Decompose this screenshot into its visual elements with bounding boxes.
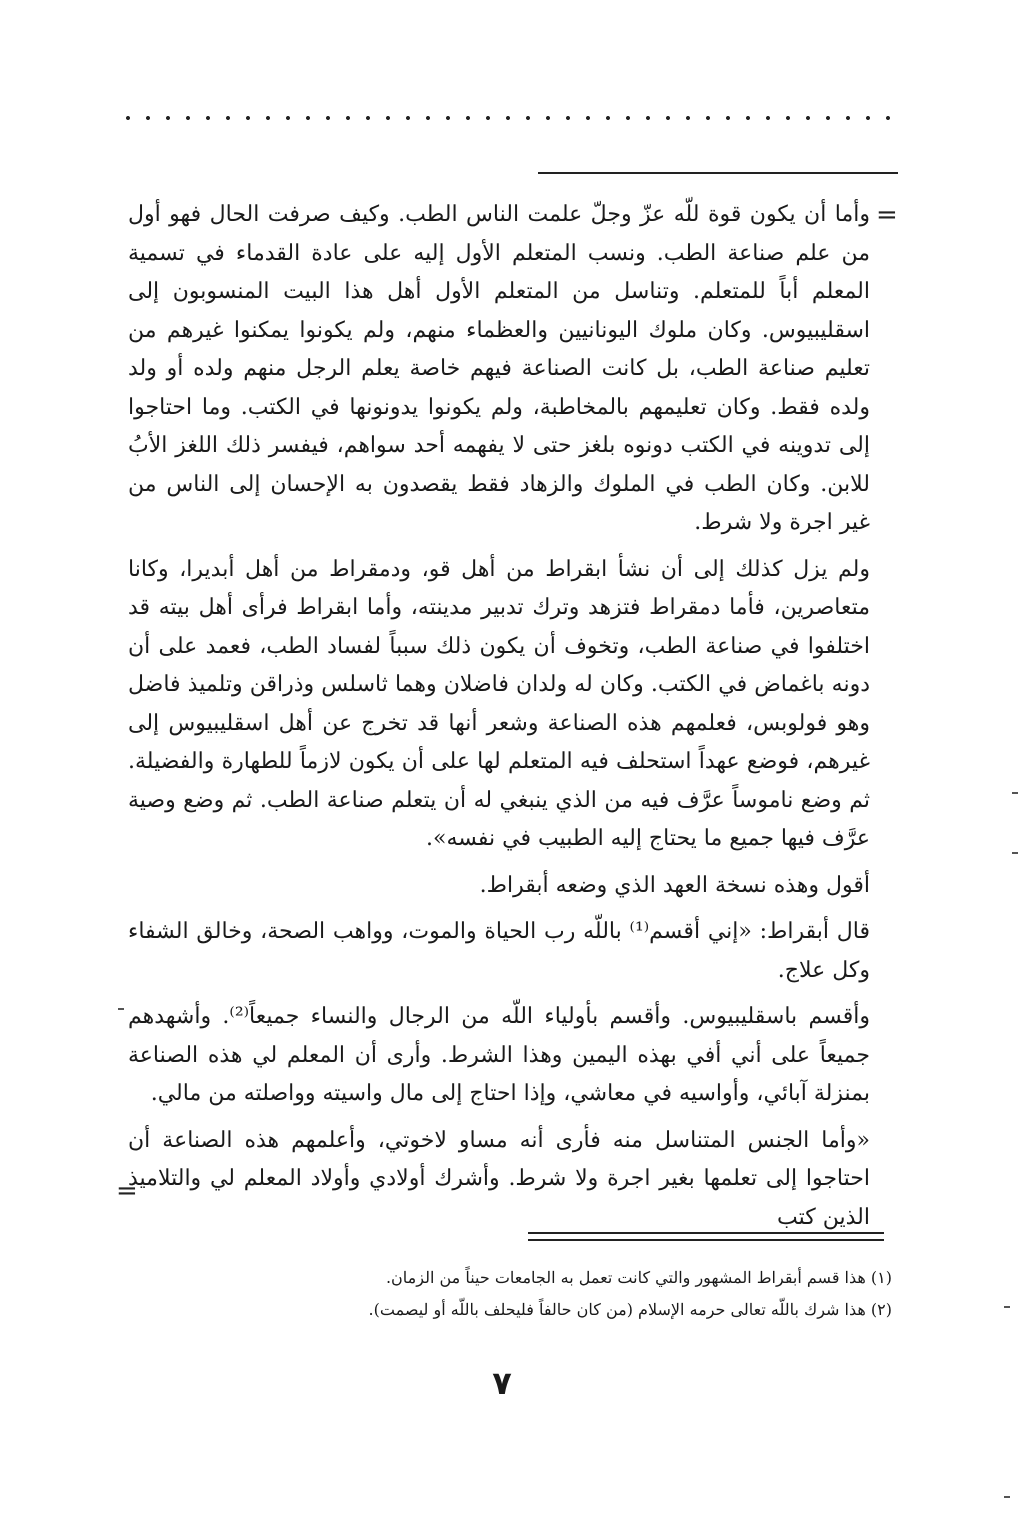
paragraph-3: أقول وهذه نسخة العهد الذي وضعه أبقراط. (479, 872, 870, 898)
scan-edge-mark (1012, 792, 1018, 794)
scan-edge-mark (1004, 1306, 1010, 1308)
continuation-end-mark: = (116, 1176, 138, 1206)
paragraph-2: ولم يزل كذلك إلى أن نشأ ابقراط من أهل قو، ودمقراط من أهل أبديرا، وكانا متعاصرين، فأما دمقراط فتزهد وترك تدبير مدينته، وأما ابقراط فرأى أهل بيته قد اختلفوا في صناعة الطب، وتخوف أن يكون ذلك سبباً لفساد الطب، فعمد على أن دونه باغماض في الكتب. وكان له ولدان فاضلان وهما ثاسلس وذراقن وتلميذ فاضل وهو فولوبس، فعلمهم هذه الصناعة وشعر أنها قد تخرج عن أهل اسقليبيوس إلى غيرهم، فوضع عهداً استحلف فيه المتعلم لها على أن يكون لازماً للطهارة والفضيلة. ثم وضع ناموساً عرَّف فيه من الذي ينبغي له أن يتعلم صناعة الطب. ثم وضع وصية عرَّف فيها جميع ما يحتاج إليه الطبيب في نفسه». (128, 556, 870, 851)
scan-edge-mark (1004, 1496, 1010, 1498)
footnote-rule-lower (528, 1239, 884, 1241)
top-rule (538, 172, 898, 174)
footnotes (300, 1262, 892, 1326)
main-text (128, 196, 870, 1245)
dotted-header-rule (118, 112, 898, 124)
paragraph-5: وأقسم باسقليبيوس. وأقسم بأولياء اللّه من الرجال والنساء جميعاً⁽²⁾. وأشهدهم جميعاً على أني أفي بهذه اليمين وهذا الشرط. وأرى أن المعلم لي هذه الصناعة بمنزلة آبائي، وأواسيه في معاشي، وإذا احتاج إلى مال واسيته وواصلته من مالي. (128, 1004, 870, 1106)
footnote-2: (٢) هذا شرك باللّه تعالى حرمه الإسلام (من كان حالفاً فليحلف باللّه أو ليصمت). (368, 1300, 892, 1319)
footnote-1: (١) هذا قسم أبقراط المشهور والتي كانت تعمل به الجامعات حيناً من الزمان. (385, 1268, 892, 1287)
footnote-rule-upper (528, 1232, 884, 1234)
continuation-start-mark: = (876, 200, 898, 230)
scan-edge-mark (118, 1008, 124, 1010)
paragraph-4: قال أبقراط: «إني أقسم⁽¹⁾ باللّه رب الحياة والموت، وواهب الصحة، وخالق الشفاء وكل علاج. (128, 919, 871, 983)
scan-edge-mark (1012, 852, 1018, 854)
paragraph-6: «وأما الجنس المتناسل منه فأرى أنه مساو لاخوتي، وأعلمهم هذه الصناعة أن احتاجوا إلى تعلمها بغير اجرة ولا شرط. وأشرك أولادي وأولاد المعلم لي والتلاميذ الذين كتب (128, 1127, 870, 1230)
paragraph-1: وأما أن يكون قوة للّه عزّ وجلّ علمت الناس الطب. وكيف صرفت الحال فهو أول من علم صناعة الطب. ونسب المتعلم الأول إليه على عادة القدماء في تسمية المعلم أباً للمتعلم. وتناسل من المتعلم الأول أهل هذا البيت المنسوبون إلى اسقليبيوس. وكان ملوك اليونانيين والعظماء منهم، ولم يكونوا يمكنوا غيرهم من تعليم صناعة الطب، بل كانت الصناعة فيهم خاصة يعلم الرجل منهم ولده أو ولد ولده فقط. وكان تعليمهم بالمخاطبة، ولم يكونوا يدونونها في الكتب. وما احتاجوا إلى تدوينه في الكتب دونوه بلغز حتى لا يفهمه أحد سواهم، فيفسر ذلك اللغز الأبُ للابن. وكان الطب في الملوك والزهاد فقط يقصدون به الإحسان إلى الناس من غير اجرة ولا شرط. (128, 202, 870, 535)
page-number: ٧ (492, 1364, 512, 1402)
